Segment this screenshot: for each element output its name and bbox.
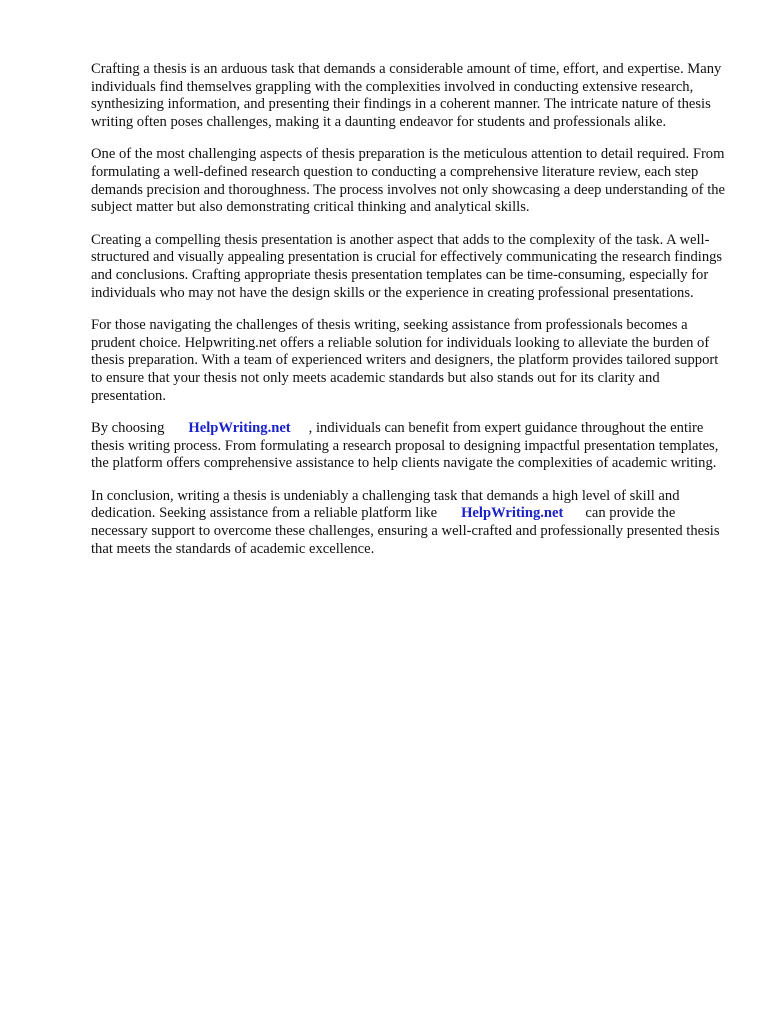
paragraph-6 [91, 488, 731, 558]
paragraph-3: Creating a compelling thesis presentation is another aspect that adds to the complexity of the task. A well-structured and visually appealing presentation is crucial for effectively communicating the research findings and conclusions. Crafting appropriate thesis presentation templates can be time-consuming, especially for individuals who may not have the design skills or the experience in creating professional presentations. [91, 231, 723, 301]
document-body [91, 61, 731, 573]
helpwriting-link-1[interactable]: HelpWriting.net [188, 420, 291, 437]
paragraph-2: One of the most challenging aspects of thesis preparation is the meticulous attention to detail required. From formulating a well-defined research question to conducting a comprehensive literature review, each step demands precision and thoroughness. The process involves not only showcasing a deep understanding of the subject matter but also demonstrating critical thinking and analytical skills. [91, 146, 726, 216]
paragraph-1: Crafting a thesis is an arduous task that demands a considerable amount of time, effort, and expertise. Many individuals find themselves grappling with the complexities involved in conducting extensive research, synthesizing information, and presenting their findings in a coherent manner. The intricate nature of thesis writing often poses challenges, making it a daunting endeavor for students and professionals alike. [91, 61, 722, 130]
paragraph-5-lead: By choosing [91, 420, 165, 437]
paragraph-5-rest: , individuals can benefit from expert guidance throughout the entire thesis writing process. From formulating a research proposal to designing impactful presentation templates, the platform offers comprehensive assistance to help clients navigate the complexities of academic writing. [91, 420, 719, 472]
paragraph-4: For those navigating the challenges of thesis writing, seeking assistance from professionals becomes a prudent choice. Helpwriting.net offers a reliable solution for individuals looking to alleviate the burden of thesis preparation. With a team of experienced writers and designers, the platform provides tailored support to ensure that your thesis not only meets academic standards but also stands out for its clarity and presentation. [91, 317, 719, 404]
helpwriting-link-2[interactable]: HelpWriting.net [461, 505, 564, 522]
paragraph-6-lead: In conclusion, writing a thesis is undeniably a challenging task that demands a high level of skill and dedication. Seeking assistance from a reliable platform like [91, 487, 680, 522]
paragraph-5 [91, 420, 731, 473]
paragraph-6-rest: can provide the necessary support to overcome these challenges, ensuring a well-crafted and professionally presented thesis that meets the standards of academic excellence. [91, 505, 720, 557]
